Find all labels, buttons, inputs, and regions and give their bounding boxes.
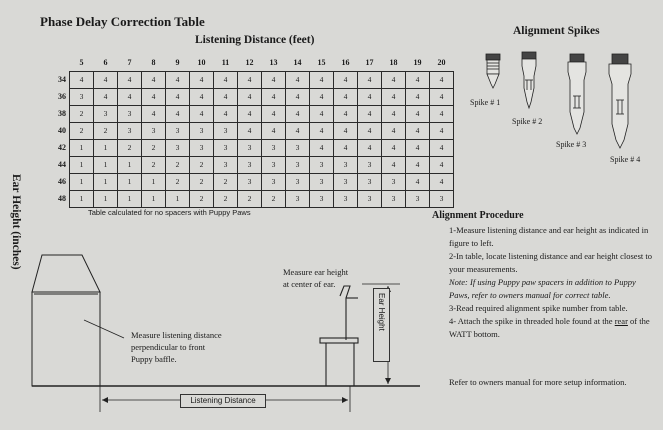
table-cell: 4: [358, 105, 382, 122]
alignment-procedure-title: Alignment Procedure: [432, 210, 524, 221]
table-cell: 1: [70, 173, 94, 190]
table-cell: 3: [334, 156, 358, 173]
table-cell: 2: [70, 122, 94, 139]
table-cell: 1: [118, 190, 142, 207]
table-cell: 2: [142, 156, 166, 173]
table-cell: 4: [310, 139, 334, 156]
table-cell: 4: [286, 122, 310, 139]
table-cell: 3: [310, 190, 334, 207]
table-cell: 4: [430, 173, 454, 190]
procedure-step-1: 1-Measure listening distance and ear height as indicated in figure to left.: [449, 225, 649, 248]
table-cell: 3: [358, 190, 382, 207]
row-header: 36: [48, 88, 70, 105]
table-cell: 4: [118, 88, 142, 105]
table-cell: 3: [238, 173, 262, 190]
table-cell: 3: [382, 173, 406, 190]
column-header: 14: [286, 55, 310, 71]
row-header: 40: [48, 122, 70, 139]
step-4-text-a: 4- Attach the spike in threaded hole found at the: [449, 316, 615, 326]
table-cell: 4: [406, 173, 430, 190]
table-cell: 3: [166, 139, 190, 156]
caption-line: Measure listening distance: [131, 330, 222, 340]
table-cell: 2: [190, 190, 214, 207]
table-cell: 4: [430, 139, 454, 156]
row-header: 34: [48, 71, 70, 88]
column-header: 12: [238, 55, 262, 71]
table-cell: 4: [406, 139, 430, 156]
table-cell: 3: [286, 139, 310, 156]
table-cell: 4: [286, 71, 310, 88]
table-cell: 1: [70, 139, 94, 156]
table-cell: 4: [430, 71, 454, 88]
column-header: 20: [430, 55, 454, 71]
table-cell: 3: [214, 122, 238, 139]
table-cell: 4: [238, 88, 262, 105]
table-cell: 4: [94, 71, 118, 88]
column-header: 7: [118, 55, 142, 71]
table-cell: 3: [238, 156, 262, 173]
table-cell: 3: [262, 139, 286, 156]
table-header-row: [48, 55, 454, 71]
row-header: 38: [48, 105, 70, 122]
caption-line: perpendicular to front: [131, 342, 206, 352]
table-cell: 4: [406, 88, 430, 105]
table-cell: 4: [406, 156, 430, 173]
table-cell: 4: [382, 156, 406, 173]
table-cell: 4: [166, 105, 190, 122]
table-cell: 4: [286, 105, 310, 122]
column-header: 10: [190, 55, 214, 71]
table-row: [48, 105, 454, 122]
table-cell: 4: [166, 88, 190, 105]
row-header: 46: [48, 173, 70, 190]
alignment-procedure-steps: [449, 224, 654, 341]
table-row: [48, 88, 454, 105]
row-header: 48: [48, 190, 70, 207]
table-cell: 4: [262, 122, 286, 139]
table-cell: 2: [166, 173, 190, 190]
spike-4-label: Spike # 4: [610, 155, 641, 164]
table-cell: 1: [118, 173, 142, 190]
column-header: 19: [406, 55, 430, 71]
spike-2-icon: [522, 52, 536, 108]
procedure-step-4: [449, 315, 654, 341]
table-cell: 3: [238, 139, 262, 156]
table-cell: 3: [190, 122, 214, 139]
table-cell: 3: [214, 139, 238, 156]
table-cell: 3: [190, 139, 214, 156]
caption-line: at center of ear.: [283, 279, 336, 289]
column-header: 15: [310, 55, 334, 71]
table-row: [48, 173, 454, 190]
spike-1-icon: [486, 54, 500, 88]
listening-distance-axis-label: Listening Distance (feet): [195, 34, 315, 46]
table-row: [48, 139, 454, 156]
table-cell: 4: [286, 88, 310, 105]
alignment-spikes-title: Alignment Spikes: [513, 25, 600, 37]
table-cell: 3: [358, 156, 382, 173]
procedure-step-3: 3-Read required alignment spike number from table.: [449, 303, 628, 313]
table-cell: 2: [214, 173, 238, 190]
table-footnote: Table calculated for no spacers with Puppy Paws: [88, 208, 251, 217]
speaker-illustration: [32, 255, 100, 386]
table-cell: 1: [94, 156, 118, 173]
table-cell: 2: [238, 190, 262, 207]
table-cell: 3: [334, 190, 358, 207]
table-cell: 3: [70, 88, 94, 105]
column-header: 18: [382, 55, 406, 71]
table-cell: 1: [94, 173, 118, 190]
column-header: 17: [358, 55, 382, 71]
table-cell: 4: [190, 88, 214, 105]
table-cell: 3: [262, 156, 286, 173]
spike-4-icon: [609, 54, 631, 148]
table-cell: 4: [238, 122, 262, 139]
table-cell: 4: [262, 105, 286, 122]
table-cell: 1: [166, 190, 190, 207]
table-cell: 4: [406, 71, 430, 88]
table-cell: 3: [406, 190, 430, 207]
ear-height-label-box: [373, 288, 390, 362]
column-header: 16: [334, 55, 358, 71]
spike-1-label: Spike # 1: [470, 98, 501, 107]
column-header: 6: [94, 55, 118, 71]
table-cell: 1: [70, 190, 94, 207]
table-cell: 4: [142, 105, 166, 122]
table-row: [48, 156, 454, 173]
row-header: 44: [48, 156, 70, 173]
spike-3-icon: [568, 54, 586, 134]
arrowhead-left-icon: [102, 397, 108, 403]
chair-illustration: [320, 286, 358, 386]
table-cell: 3: [118, 105, 142, 122]
table-cell: 2: [142, 139, 166, 156]
table-cell: 4: [430, 156, 454, 173]
table-cell: 4: [334, 88, 358, 105]
step-4-rear: rear: [614, 316, 628, 326]
table-cell: 4: [358, 71, 382, 88]
table-cell: 3: [94, 105, 118, 122]
table-cell: 4: [406, 122, 430, 139]
table-cell: 4: [310, 71, 334, 88]
table-cell: 4: [382, 88, 406, 105]
table-cell: 3: [382, 190, 406, 207]
table-cell: 4: [358, 88, 382, 105]
table-cell: 2: [166, 156, 190, 173]
table-cell: 1: [118, 156, 142, 173]
table-cell: 4: [238, 105, 262, 122]
table-cell: 1: [70, 156, 94, 173]
table-cell: 4: [214, 105, 238, 122]
table-cell: 4: [310, 105, 334, 122]
table-cell: 3: [358, 173, 382, 190]
arrowhead-right-icon: [342, 397, 348, 403]
table-cell: 4: [382, 71, 406, 88]
table-row: [48, 190, 454, 207]
table-cell: 4: [382, 105, 406, 122]
measure-ear-caption: [283, 266, 348, 290]
column-header: 8: [142, 55, 166, 71]
table-cell: 3: [214, 156, 238, 173]
table-cell: 4: [310, 88, 334, 105]
table-cell: 3: [334, 173, 358, 190]
table-cell: 4: [382, 122, 406, 139]
table-cell: 3: [142, 122, 166, 139]
table-cell: 4: [358, 122, 382, 139]
caption-line: Puppy baffle.: [131, 354, 177, 364]
table-cell: 4: [142, 88, 166, 105]
table-cell: 2: [70, 105, 94, 122]
table-cell: 2: [190, 173, 214, 190]
column-header: 5: [70, 55, 94, 71]
listening-distance-label: Listening Distance: [180, 394, 266, 408]
table-corner: [48, 55, 70, 71]
baffle-pointer-line: [84, 320, 124, 338]
table-cell: 3: [286, 173, 310, 190]
table-cell: 4: [142, 71, 166, 88]
ear-height-label: Ear Height: [377, 293, 386, 331]
table-cell: 1: [94, 190, 118, 207]
table-cell: 2: [190, 156, 214, 173]
table-cell: 4: [238, 71, 262, 88]
column-header: 11: [214, 55, 238, 71]
table-cell: 4: [382, 139, 406, 156]
table-cell: 1: [142, 173, 166, 190]
spike-2-label: Spike # 2: [512, 117, 543, 126]
table-cell: 4: [166, 71, 190, 88]
table-cell: 4: [214, 71, 238, 88]
table-cell: 4: [406, 105, 430, 122]
table-cell: 3: [262, 173, 286, 190]
table-cell: 4: [430, 88, 454, 105]
table-cell: 3: [118, 122, 142, 139]
table-cell: 3: [286, 190, 310, 207]
table-cell: 2: [94, 122, 118, 139]
row-header: 42: [48, 139, 70, 156]
arrowhead-down-icon: [385, 378, 391, 384]
table-cell: 3: [310, 156, 334, 173]
table-cell: 2: [262, 190, 286, 207]
column-header: 9: [166, 55, 190, 71]
table-cell: 3: [286, 156, 310, 173]
procedure-step-2: 2-In table, locate listening distance and ear height closest to your measurements.: [449, 251, 652, 274]
refer-manual-note: Refer to owners manual for more setup information.: [449, 377, 627, 387]
table-cell: 4: [430, 105, 454, 122]
measure-distance-caption: [131, 329, 222, 365]
table-cell: 1: [142, 190, 166, 207]
table-cell: 2: [214, 190, 238, 207]
table-cell: 4: [190, 71, 214, 88]
table-cell: 3: [166, 122, 190, 139]
procedure-note: Note: If using Puppy paw spacers in addition to Puppy Paws, refer to owners manual for correct table.: [449, 277, 636, 300]
table-cell: 4: [70, 71, 94, 88]
table-cell: 4: [334, 122, 358, 139]
column-header: 13: [262, 55, 286, 71]
caption-line: Measure ear height: [283, 267, 349, 277]
table-cell: 3: [430, 190, 454, 207]
table-cell: 2: [118, 139, 142, 156]
table-cell: 3: [310, 173, 334, 190]
ear-height-axis-label: Ear Height (inches): [10, 174, 22, 270]
page-title: Phase Delay Correction Table: [40, 14, 205, 29]
table-cell: 4: [334, 71, 358, 88]
table-cell: 4: [262, 71, 286, 88]
table-cell: 1: [94, 139, 118, 156]
table-cell: 4: [430, 122, 454, 139]
table-cell: 4: [262, 88, 286, 105]
table-cell: 4: [190, 105, 214, 122]
phase-delay-table: [48, 55, 454, 208]
table-row: [48, 122, 454, 139]
step-4-text-b: of the WATT bottom.: [449, 316, 650, 339]
table-row: [48, 71, 454, 88]
table-cell: 4: [334, 105, 358, 122]
table-cell: 4: [310, 122, 334, 139]
table-cell: 4: [334, 139, 358, 156]
table-cell: 4: [214, 88, 238, 105]
table-cell: 4: [118, 71, 142, 88]
table-cell: 4: [94, 88, 118, 105]
spike-3-label: Spike # 3: [556, 140, 587, 149]
table-cell: 4: [358, 139, 382, 156]
